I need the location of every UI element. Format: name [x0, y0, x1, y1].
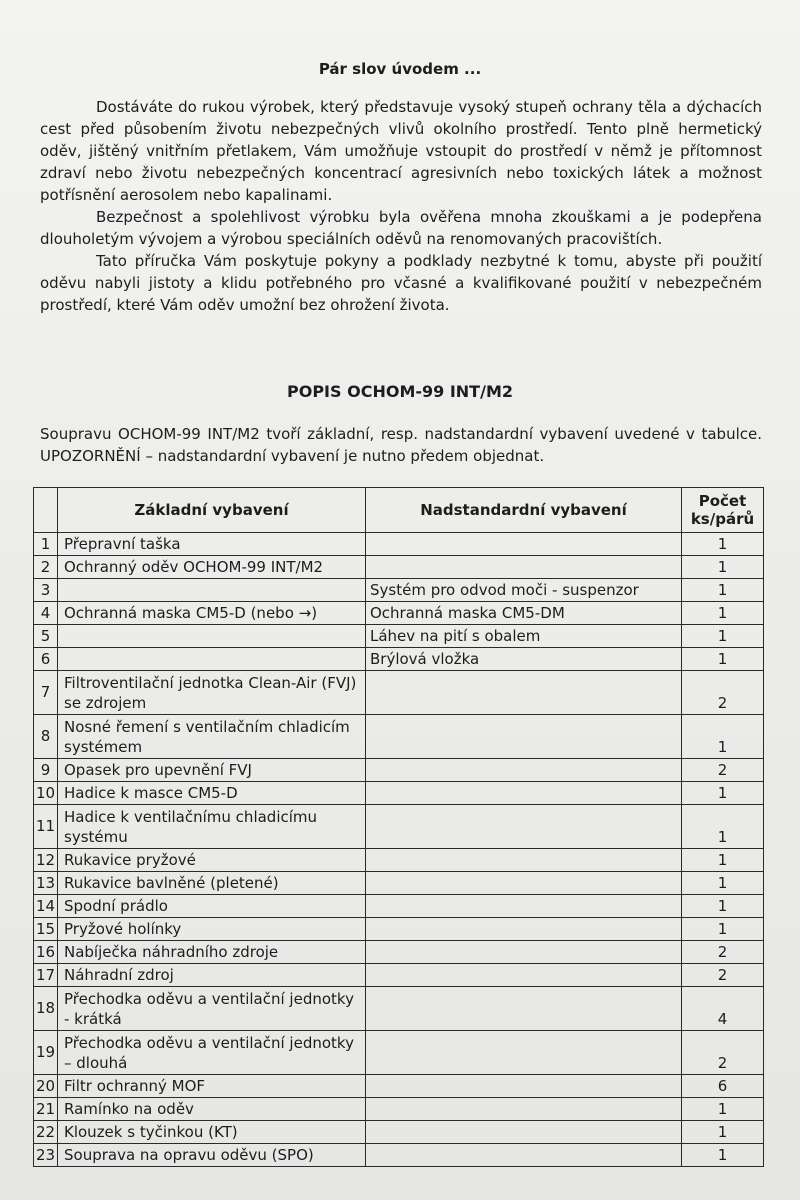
- basic-item: Hadice k ventilačnímu chladicímu systému: [58, 805, 366, 849]
- basic-item: Nabíječka náhradního zdroje: [58, 941, 366, 964]
- table-row: [34, 579, 764, 602]
- table-row: [34, 895, 764, 918]
- standard-item: [366, 1031, 682, 1075]
- header-count: Počet ks/párů: [682, 488, 764, 533]
- basic-item: Opasek pro upevnění FVJ: [58, 759, 366, 782]
- row-number: 1: [34, 533, 58, 556]
- item-count: 1: [682, 872, 764, 895]
- row-number: 4: [34, 602, 58, 625]
- table-row: [34, 1121, 764, 1144]
- table-row: [34, 648, 764, 671]
- row-number: 22: [34, 1121, 58, 1144]
- standard-item: [366, 1121, 682, 1144]
- intro-title: Pár slov úvodem ...: [318, 60, 482, 78]
- basic-item: [58, 648, 366, 671]
- item-count: 1: [682, 533, 764, 556]
- row-number: 10: [34, 782, 58, 805]
- table-row: [34, 625, 764, 648]
- basic-item: Ochranná maska CM5-D (nebo →): [58, 602, 366, 625]
- basic-item: Souprava na opravu oděvu (SPO): [58, 1144, 366, 1167]
- basic-item: Rukavice pryžové: [58, 849, 366, 872]
- item-count: 2: [682, 964, 764, 987]
- basic-item: Hadice k masce CM5-D: [58, 782, 366, 805]
- item-count: 1: [682, 805, 764, 849]
- standard-item: [366, 1075, 682, 1098]
- item-count: 1: [682, 1144, 764, 1167]
- equipment-table: [33, 487, 764, 1167]
- basic-item: Pryžové holínky: [58, 918, 366, 941]
- standard-item: [366, 1098, 682, 1121]
- standard-item: [366, 715, 682, 759]
- table-row: [34, 533, 764, 556]
- row-number: 12: [34, 849, 58, 872]
- basic-item: Filtr ochranný MOF: [58, 1075, 366, 1098]
- item-count: 1: [682, 579, 764, 602]
- standard-item: [366, 1144, 682, 1167]
- row-number: 17: [34, 964, 58, 987]
- table-row: [34, 759, 764, 782]
- item-count: 2: [682, 941, 764, 964]
- standard-item: [366, 671, 682, 715]
- basic-item: [58, 625, 366, 648]
- standard-item: [366, 782, 682, 805]
- table-header-row: [34, 488, 764, 533]
- standard-item: [366, 987, 682, 1031]
- header-standard: Nadstandardní vybavení: [366, 488, 682, 533]
- item-count: 2: [682, 671, 764, 715]
- standard-item: [366, 759, 682, 782]
- row-number: 5: [34, 625, 58, 648]
- row-number: 14: [34, 895, 58, 918]
- item-count: 1: [682, 715, 764, 759]
- item-count: 4: [682, 987, 764, 1031]
- table-row: [34, 941, 764, 964]
- item-count: 6: [682, 1075, 764, 1098]
- row-number: 23: [34, 1144, 58, 1167]
- basic-item: Přechodka oděvu a ventilační jednotky - krátká: [58, 987, 366, 1031]
- basic-item: Přechodka oděvu a ventilační jednotky – dlouhá: [58, 1031, 366, 1075]
- row-number: 3: [34, 579, 58, 602]
- header-num: [34, 488, 58, 533]
- standard-item: [366, 533, 682, 556]
- item-count: 1: [682, 1098, 764, 1121]
- basic-item: Filtroventilační jednotka Clean-Air (FVJ) se zdrojem: [58, 671, 366, 715]
- item-count: 1: [682, 849, 764, 872]
- table-row: [34, 1098, 764, 1121]
- standard-item: [366, 964, 682, 987]
- table-body: [34, 533, 764, 1167]
- basic-item: Přepravní taška: [58, 533, 366, 556]
- table-row: [34, 671, 764, 715]
- row-number: 9: [34, 759, 58, 782]
- header-basic: Základní vybavení: [58, 488, 366, 533]
- item-count: 1: [682, 895, 764, 918]
- basic-item: [58, 579, 366, 602]
- section-lead: Soupravu OCHOM-99 INT/M2 tvoří základní, resp. nadstandardní vybavení uvedené v tabulce. UPOZORNĚNÍ – nadstandardní vybavení je nutno předem objednat.: [40, 425, 762, 465]
- table-row: [34, 556, 764, 579]
- item-count: 1: [682, 625, 764, 648]
- table-row: [34, 1075, 764, 1098]
- item-count: 1: [682, 602, 764, 625]
- table-row: [34, 805, 764, 849]
- table-row: [34, 602, 764, 625]
- item-count: 1: [682, 556, 764, 579]
- standard-item: Brýlová vložka: [366, 648, 682, 671]
- row-number: 15: [34, 918, 58, 941]
- table-row: [34, 918, 764, 941]
- item-count: 2: [682, 759, 764, 782]
- intro-paragraph: Bezpečnost a spolehlivost výrobku byla ověřena mnoha zkouškami a je podepřena dlouholetým vývojem a výrobou speciálních oděvů na renomovaných pracovištích.: [40, 208, 762, 248]
- table-row: [34, 872, 764, 895]
- basic-item: Spodní prádlo: [58, 895, 366, 918]
- row-number: 16: [34, 941, 58, 964]
- row-number: 11: [34, 805, 58, 849]
- row-number: 7: [34, 671, 58, 715]
- row-number: 13: [34, 872, 58, 895]
- basic-item: Ramínko na oděv: [58, 1098, 366, 1121]
- row-number: 19: [34, 1031, 58, 1075]
- standard-item: Ochranná maska CM5-DM: [366, 602, 682, 625]
- table-row: [34, 1144, 764, 1167]
- table-row: [34, 987, 764, 1031]
- row-number: 6: [34, 648, 58, 671]
- item-count: 1: [682, 918, 764, 941]
- intro-paragraph: Dostáváte do rukou výrobek, který představuje vysoký stupeň ochrany těla a dýchacích cest před působením životu nebezpečných vlivů okolního prostředí. Tento plně hermetický oděv, jištěný vnitřním přetlakem, Vám umožňuje vstoupit do prostředí v němž je přítomnost zdraví nebo životu nebezpečných koncentrací agresivních nebo toxických látek a možnost potřísnění aerosolem nebo kapalinami.: [40, 98, 762, 204]
- standard-item: [366, 895, 682, 918]
- item-count: 2: [682, 1031, 764, 1075]
- row-number: 2: [34, 556, 58, 579]
- table-row: [34, 715, 764, 759]
- row-number: 18: [34, 987, 58, 1031]
- item-count: 1: [682, 1121, 764, 1144]
- standard-item: Systém pro odvod moči - suspenzor: [366, 579, 682, 602]
- standard-item: [366, 872, 682, 895]
- basic-item: Nosné řemení s ventilačním chladicím systémem: [58, 715, 366, 759]
- item-count: 1: [682, 648, 764, 671]
- intro-paragraph: Tato příručka Vám poskytuje pokyny a podklady nezbytné k tomu, abyste při použití oděvu nabyli jistoty a klidu potřebného pro včasné a kvalifikované použití v nebezpečném prostředí, které Vám oděv umožní bez ohrožení života.: [40, 252, 762, 314]
- standard-item: [366, 805, 682, 849]
- section-title: POPIS OCHOM-99 INT/M2: [287, 382, 513, 401]
- standard-item: Láhev na pití s obalem: [366, 625, 682, 648]
- row-number: 8: [34, 715, 58, 759]
- basic-item: Ochranný oděv OCHOM-99 INT/M2: [58, 556, 366, 579]
- basic-item: Rukavice bavlněné (pletené): [58, 872, 366, 895]
- table-row: [34, 782, 764, 805]
- basic-item: Klouzek s tyčinkou (KT): [58, 1121, 366, 1144]
- standard-item: [366, 849, 682, 872]
- item-count: 1: [682, 782, 764, 805]
- standard-item: [366, 556, 682, 579]
- standard-item: [366, 941, 682, 964]
- table-row: [34, 964, 764, 987]
- standard-item: [366, 918, 682, 941]
- table-row: [34, 1031, 764, 1075]
- row-number: 20: [34, 1075, 58, 1098]
- basic-item: Náhradní zdroj: [58, 964, 366, 987]
- table-row: [34, 849, 764, 872]
- row-number: 21: [34, 1098, 58, 1121]
